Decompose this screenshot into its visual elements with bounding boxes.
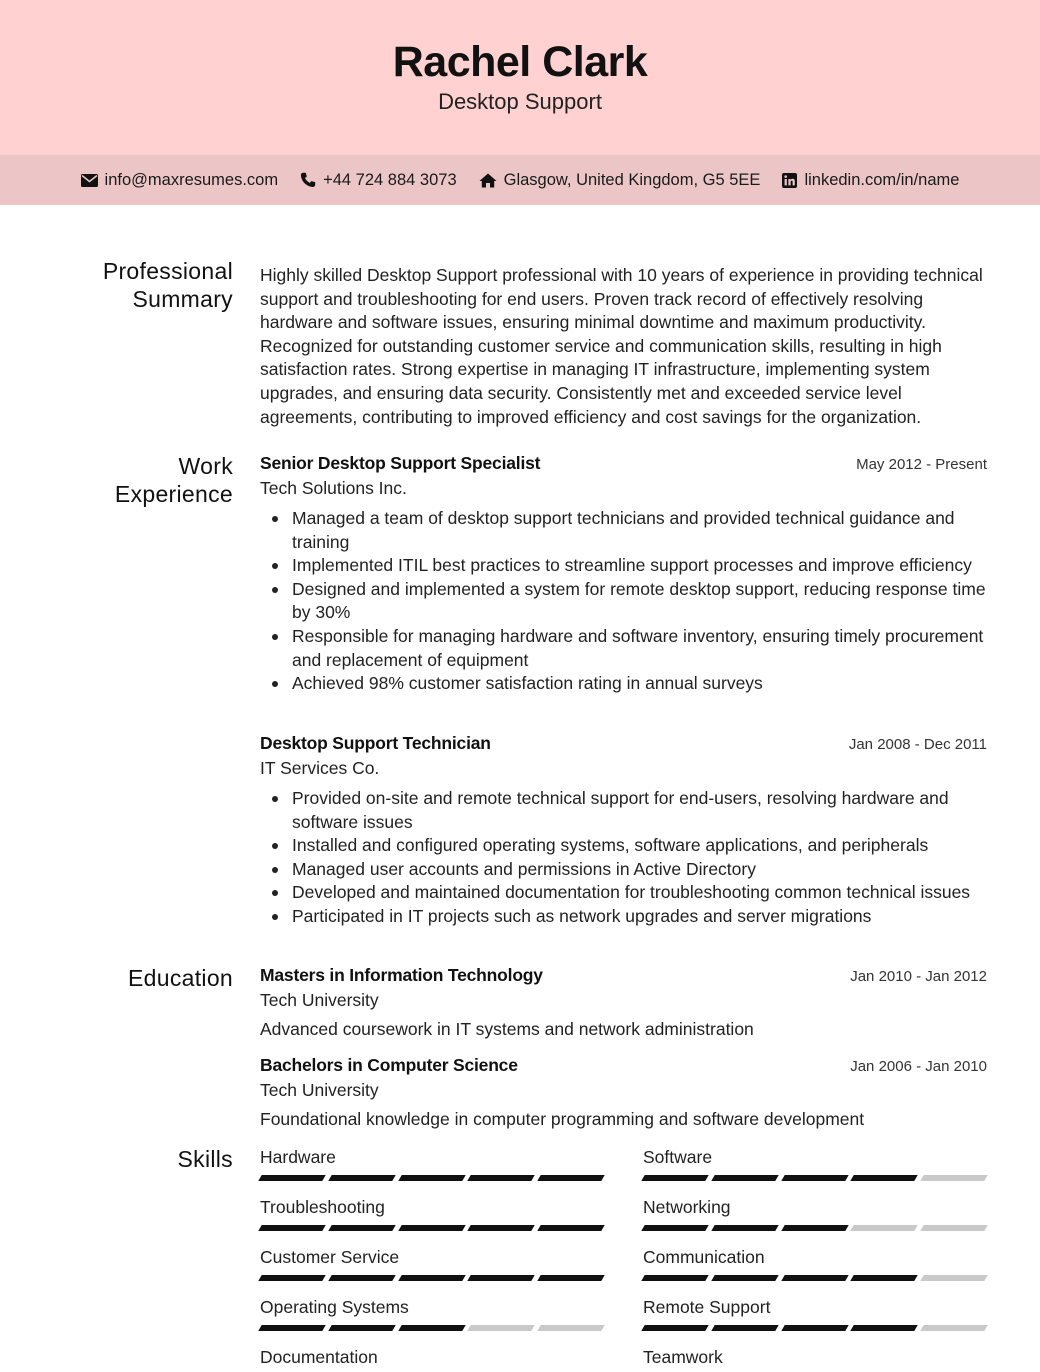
skill-item <box>643 1247 986 1297</box>
skill-level-segment <box>328 1325 395 1331</box>
skill-level-segment <box>328 1225 395 1231</box>
skill-level-segment <box>468 1275 535 1281</box>
skill-name: Hardware <box>260 1147 336 1167</box>
education-heading <box>128 964 233 992</box>
skill-level-segment <box>258 1225 325 1231</box>
skill-level-segment <box>641 1325 708 1331</box>
skill-name: Troubleshooting <box>260 1197 385 1217</box>
contact-linkedin-text: linkedin.com/in/name <box>804 170 960 189</box>
skills-grid <box>260 1147 987 1372</box>
skill-level-segment <box>851 1325 918 1331</box>
job-dates: Jan 2008 - Dec 2011 <box>848 736 987 753</box>
job-company: Tech Solutions Inc. <box>260 478 407 498</box>
job-title: Senior Desktop Support Specialist <box>260 453 541 473</box>
skill-name: Customer Service <box>260 1247 400 1267</box>
skills-heading-text: Skills <box>177 1146 233 1172</box>
skill-level-segment <box>920 1225 987 1231</box>
linkedin-icon <box>782 173 797 188</box>
summary-heading <box>103 257 233 313</box>
skills-heading <box>178 1145 233 1173</box>
degree-title: Bachelors in Computer Science <box>260 1055 518 1075</box>
skill-name: Software <box>643 1147 713 1167</box>
summary-heading-line2: Summary <box>132 286 233 312</box>
skill-name: Documentation <box>260 1347 378 1367</box>
skill-level-segment <box>711 1275 778 1281</box>
skill-level-segment <box>781 1275 848 1281</box>
skill-level-segment <box>258 1325 325 1331</box>
skill-level-segment <box>920 1175 987 1181</box>
skill-level-bar <box>643 1325 986 1331</box>
skill-level-bar <box>643 1175 986 1181</box>
skill-level-segment <box>398 1225 465 1231</box>
skill-level-segment <box>468 1175 535 1181</box>
skill-level-segment <box>920 1275 987 1281</box>
degree-dates: Jan 2006 - Jan 2010 <box>850 1058 987 1075</box>
summary-section <box>260 264 987 429</box>
job-company: IT Services Co. <box>260 758 380 778</box>
skill-name: Remote Support <box>643 1297 771 1317</box>
list-item: Installed and configured operating systems, software applications, and peripherals <box>292 834 987 858</box>
skill-level-segment <box>537 1275 604 1281</box>
education-entry <box>260 965 987 1040</box>
school-name: Tech University <box>260 1080 379 1100</box>
job-entry <box>260 733 987 929</box>
skill-level-segment <box>851 1175 918 1181</box>
skill-level-segment <box>851 1225 918 1231</box>
skill-level-bar <box>643 1225 986 1231</box>
skill-level-segment <box>641 1225 708 1231</box>
skill-level-segment <box>920 1325 987 1331</box>
list-item: Managed user accounts and permissions in Active Directory <box>292 858 987 882</box>
contact-address-text: Glasgow, United Kingdom, G5 5EE <box>503 170 761 189</box>
skill-level-segment <box>781 1325 848 1331</box>
skill-level-segment <box>641 1175 708 1181</box>
skill-item <box>643 1147 986 1197</box>
degree-description: Foundational knowledge in computer programming and software development <box>260 1109 865 1129</box>
contact-phone-text: +44 724 884 3073 <box>323 170 457 189</box>
contact-email[interactable] <box>81 171 279 190</box>
skill-level-bar <box>260 1275 603 1281</box>
home-icon <box>479 173 497 188</box>
job-title: Desktop Support Technician <box>260 733 491 753</box>
skill-level-segment <box>537 1325 604 1331</box>
degree-dates: Jan 2010 - Jan 2012 <box>850 968 987 985</box>
education-heading-text: Education <box>128 965 233 991</box>
skill-level-bar <box>643 1275 986 1281</box>
experience-heading-line1: Work <box>178 453 233 479</box>
skill-level-bar <box>260 1175 603 1181</box>
skill-item <box>260 1247 603 1297</box>
skill-level-segment <box>398 1275 465 1281</box>
skill-name: Operating Systems <box>260 1297 409 1317</box>
skill-name: Teamwork <box>643 1347 723 1367</box>
skill-level-segment <box>258 1175 325 1181</box>
experience-heading-line2: Experience <box>114 481 233 507</box>
degree-title: Masters in Information Technology <box>260 965 543 985</box>
education-entry <box>260 1055 987 1130</box>
list-item: Participated in IT projects such as network upgrades and server migrations <box>292 905 987 929</box>
skill-level-segment <box>468 1225 535 1231</box>
list-item: Achieved 98% customer satisfaction rating in annual surveys <box>292 672 987 696</box>
skill-level-segment <box>258 1275 325 1281</box>
phone-icon <box>300 172 316 188</box>
skill-level-segment <box>711 1325 778 1331</box>
skill-level-segment <box>781 1175 848 1181</box>
list-item: Responsible for managing hardware and software inventory, ensuring timely procurement and replacement of equipment <box>292 625 987 672</box>
skill-item <box>260 1347 603 1372</box>
skill-level-segment <box>537 1225 604 1231</box>
skill-item <box>260 1147 603 1197</box>
skill-level-segment <box>711 1175 778 1181</box>
contact-phone[interactable] <box>300 171 457 190</box>
skill-name: Networking <box>643 1197 731 1217</box>
experience-heading <box>115 452 233 508</box>
skill-item <box>643 1347 986 1372</box>
skill-item <box>643 1197 986 1247</box>
skill-level-segment <box>468 1325 535 1331</box>
contact-bar <box>0 155 1040 205</box>
school-name: Tech University <box>260 990 379 1010</box>
skill-name: Communication <box>643 1247 765 1267</box>
job-entry <box>260 453 987 696</box>
skill-level-segment <box>851 1275 918 1281</box>
skill-level-segment <box>781 1225 848 1231</box>
skill-level-segment <box>398 1175 465 1181</box>
list-item: Designed and implemented a system for remote desktop support, reducing response time by 30% <box>292 578 987 625</box>
skills-section <box>260 1147 987 1372</box>
list-item: Provided on-site and remote technical support for end-users, resolving hardware and software issues <box>292 787 987 834</box>
contact-address <box>479 171 761 190</box>
skill-level-segment <box>641 1275 708 1281</box>
job-bullets <box>260 507 987 696</box>
contact-linkedin[interactable] <box>782 171 959 190</box>
skill-item <box>260 1297 603 1347</box>
skill-item <box>643 1297 986 1347</box>
skill-level-segment <box>328 1275 395 1281</box>
contact-email-text: info@maxresumes.com <box>104 170 279 189</box>
skill-level-segment <box>711 1225 778 1231</box>
skill-level-segment <box>537 1175 604 1181</box>
list-item: Implemented ITIL best practices to streamline support processes and improve efficiency <box>292 554 987 578</box>
list-item: Managed a team of desktop support technicians and provided technical guidance and training <box>292 507 987 554</box>
resume-header <box>0 0 1040 155</box>
envelope-icon <box>81 174 98 187</box>
skill-level-bar <box>260 1325 603 1331</box>
candidate-title: Desktop Support <box>438 89 602 114</box>
skill-item <box>260 1197 603 1247</box>
skill-level-bar <box>260 1225 603 1231</box>
job-bullets <box>260 787 987 929</box>
summary-heading-line1: Professional <box>102 258 233 284</box>
skill-level-segment <box>328 1175 395 1181</box>
candidate-name: Rachel Clark <box>392 38 648 86</box>
job-dates: May 2012 - Present <box>856 456 987 473</box>
list-item: Developed and maintained documentation for troubleshooting common technical issues <box>292 881 987 905</box>
skill-level-segment <box>398 1325 465 1331</box>
degree-description: Advanced coursework in IT systems and network administration <box>260 1019 754 1039</box>
summary-text: Highly skilled Desktop Support professional with 10 years of experience in providing technical support and troubleshooting for end users. Proven track record of effectively resolving hardware and software issues, ensuring minimal downtime and maximum productivity. Recognized for outstanding customer service and communication skills, resulting in high satisfaction rates. Strong expertise in managing IT infrastructure, implementing system upgrades, and ensuring data security. Consistently met and exceeded service level agreements, contributing to improved efficiency and cost savings for the organization. <box>260 265 983 427</box>
